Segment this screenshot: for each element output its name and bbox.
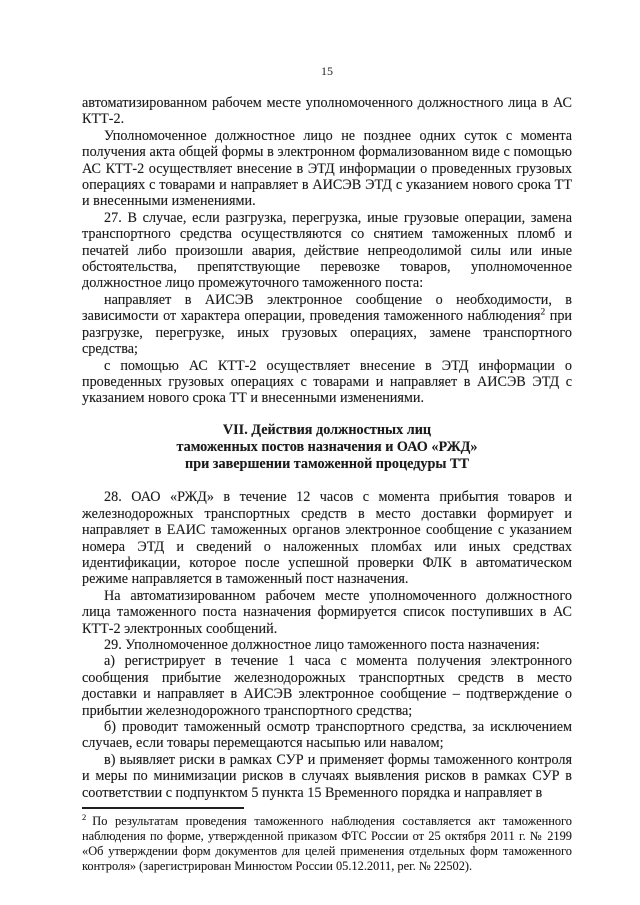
section-heading-line: таможенных постов назначения и ОАО «РЖД» [176,438,478,455]
text-column [82,64,572,874]
footnote-reference: 2 [540,307,546,318]
section-heading [82,422,572,474]
section-heading-line: VII. Действия должностных лиц [222,421,432,438]
footnote-marker: 2 [82,811,87,822]
paragraph-with-footnote-ref [82,292,572,358]
paragraph: 29. Уполномоченное должностное лицо таможенного поста назначения: [104,636,540,653]
page-number: 15 [321,64,333,78]
paragraph: 28. ОАО «РЖД» в течение 12 часов с момента прибытия товаров и железнодорожных транспортных средств в место доставки формирует и направляет в ЕАИС таможенных органов электронное сообщение с указанием номера ЭТД и сведений о наложенных пломбах или иных средствах идентификации, которое после успешной проверки ФЛК в автоматическом режиме направляется в таможенный пост назначения. [82,489,572,588]
footnote-text: По результатам проведения таможенного наблюдения составляется акт таможенного наблюдения по форме, утвержденной приказом ФТС России от 25 октября 2011 г. № 2199 «Об утверждении форм документов для целей применения отдельных форм таможенного контроля» (зарегистрирован Минюстом России 05.12.2011, рег. № 22502). [82,814,572,873]
footnote-separator [82,807,244,809]
paragraph: с помощью АС КТТ-2 осуществляет внесение в ЭТД информации о проведенных грузовых операциях с товарами и направляет в АИСЭВ ЭТД с указанием нового срока ТТ и внесенными изменениями. [82,357,572,407]
paragraph-text: направляет в АИСЭВ электронное сообщение о необходимости, в зависимости от характера операции, проведения таможенного наблюдения [82,291,572,325]
paragraph: автоматизированном рабочем месте уполномоченного должностного лица в АС КТТ-2. [82,95,572,128]
body-text [82,95,572,801]
paragraph: Уполномоченное должностное лицо не позднее одних суток с момента получения акта общей формы в электронном формализованном виде с помощью АС КТТ-2 осуществляет внесение в ЭТД информации о проведенных грузовых операциях с товарами и направляет в АИСЭВ ЭТД с указанием нового срока ТТ и внесенными изменениями. [82,127,572,210]
paragraph: 27. В случае, если разгрузка, перегрузка, иные грузовые операции, замена транспортного средства осуществляются со снятием таможенных пломб и печатей либо произошли авария, действие непреодолимой силы или иные обстоятельства, препятствующие перевозке товаров, уполномоченное должностное лицо промежуточного таможенного поста: [82,209,572,292]
paragraph: б) проводит таможенный осмотр транспортного средства, за исключением случаев, если товары перемещаются насыпью или навалом; [82,719,572,752]
section-heading-line: при завершении таможенной процедуры ТТ [185,456,469,473]
paragraph: а) регистрирует в течение 1 часа с момента получения электронного сообщения прибытие железнодорожных транспортных средств в место доставки и направляет в АИСЭВ электронное сообщение – подтверждение о прибытии железнодорожного транспортного средства; [82,653,572,719]
paragraph-text: при разгрузке, перегрузке, иных грузовых операциях, замене транспортного средства; [82,308,573,358]
footnote [82,811,572,874]
paragraph: На автоматизированном рабочем месте уполномоченного должностного лица таможенного поста назначения формируется список поступивших в АС КТТ-2 электронных сообщений. [82,587,572,637]
paragraph: в) выявляет риски в рамках СУР и применяет формы таможенного контроля и меры по минимизации рисков в случаях выявления рисков в рамках СУР в соответствии с подпунктом 5 пункта 15 Временного порядка и направляет в [82,751,572,801]
